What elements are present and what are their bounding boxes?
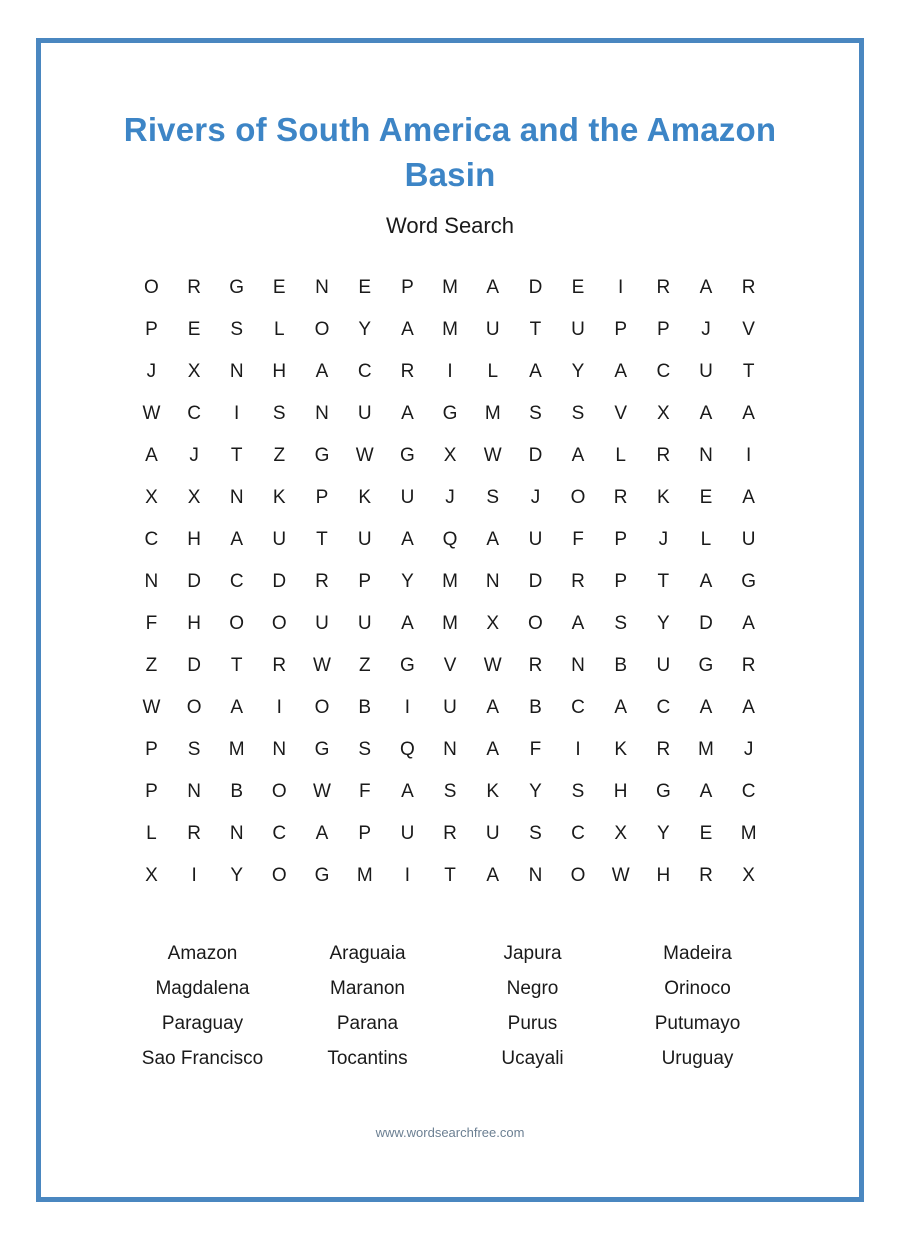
grid-cell[interactable]: L xyxy=(700,529,712,551)
word-list-item[interactable]: Putumayo xyxy=(654,1013,741,1035)
grid-cell[interactable]: J xyxy=(743,739,754,761)
grid-cell[interactable]: F xyxy=(529,739,542,761)
grid-cell[interactable]: E xyxy=(699,487,713,509)
grid-cell[interactable]: T xyxy=(742,361,755,383)
grid-cell[interactable]: A xyxy=(571,613,585,635)
grid-cell[interactable]: B xyxy=(614,655,628,677)
grid-cell[interactable]: U xyxy=(528,529,543,551)
grid-cell[interactable]: U xyxy=(315,613,329,635)
grid-cell[interactable]: O xyxy=(528,613,543,635)
grid-cell[interactable]: T xyxy=(316,529,328,551)
grid-cell[interactable]: A xyxy=(486,865,500,887)
grid-cell[interactable]: I xyxy=(447,361,453,383)
grid-cell[interactable]: N xyxy=(272,739,287,761)
grid-cell[interactable]: P xyxy=(145,781,158,803)
grid-cell[interactable]: U xyxy=(400,487,415,509)
grid-cell[interactable]: A xyxy=(699,781,713,803)
grid-cell[interactable]: I xyxy=(575,739,581,761)
grid-cell[interactable]: S xyxy=(529,403,542,425)
grid-row xyxy=(130,813,770,855)
grid-cell[interactable]: N xyxy=(229,823,244,845)
grid-cell[interactable]: D xyxy=(528,571,543,593)
grid-cell[interactable]: M xyxy=(740,823,757,845)
word-list-item[interactable]: Ucayali xyxy=(501,1048,564,1070)
grid-cell[interactable]: A xyxy=(486,697,500,719)
grid-cell[interactable]: W xyxy=(312,655,331,677)
grid-cell[interactable]: X xyxy=(657,403,670,425)
grid-cell[interactable]: Y xyxy=(401,571,414,593)
grid-cell[interactable]: J xyxy=(146,361,157,383)
grid-cell[interactable]: C xyxy=(144,529,159,551)
grid-cell[interactable]: N xyxy=(485,571,500,593)
grid-cell[interactable]: U xyxy=(656,655,671,677)
grid-cell[interactable]: F xyxy=(572,529,584,551)
grid-cell[interactable]: M xyxy=(442,277,458,299)
grid-cell[interactable]: R xyxy=(613,487,628,509)
grid-cell[interactable]: R xyxy=(187,277,201,299)
word-list-item[interactable]: Amazon xyxy=(167,943,238,965)
grid-cell[interactable]: A xyxy=(230,697,244,719)
grid-cell[interactable]: D xyxy=(187,571,201,593)
grid-cell[interactable]: A xyxy=(742,697,755,719)
grid-cell[interactable]: N xyxy=(229,361,244,383)
grid-row xyxy=(130,477,770,519)
grid-cell[interactable]: Z xyxy=(273,445,286,467)
grid-cell[interactable]: D xyxy=(699,613,713,635)
grid-cell[interactable]: X xyxy=(486,613,500,635)
grid-cell[interactable]: O xyxy=(271,865,287,887)
grid-cell[interactable]: K xyxy=(486,781,500,803)
grid-cell[interactable]: T xyxy=(444,865,456,887)
grid-cell[interactable]: R xyxy=(699,865,713,887)
grid-cell[interactable]: E xyxy=(272,277,286,299)
grid-cell[interactable]: G xyxy=(400,445,415,467)
grid-cell[interactable]: G xyxy=(229,277,245,299)
grid-cell[interactable]: D xyxy=(187,655,201,677)
grid-cell[interactable]: V xyxy=(614,403,628,425)
grid-cell[interactable]: P xyxy=(614,319,628,341)
grid-cell[interactable]: E xyxy=(699,823,713,845)
word-list-item[interactable]: Madeira xyxy=(663,943,732,965)
grid-cell[interactable]: T xyxy=(230,655,243,677)
grid-cell[interactable]: R xyxy=(571,571,585,593)
grid-cell[interactable]: N xyxy=(187,781,201,803)
grid-cell[interactable]: M xyxy=(484,403,501,425)
grid-cell[interactable]: O xyxy=(229,613,245,635)
word-list-item[interactable]: Paraguay xyxy=(161,1013,244,1035)
grid-cell[interactable]: R xyxy=(741,655,756,677)
grid-cell[interactable]: J xyxy=(445,487,455,509)
grid-cell[interactable]: N xyxy=(315,277,329,299)
grid-cell[interactable]: A xyxy=(699,277,713,299)
grid-cell[interactable]: J xyxy=(530,487,541,509)
grid-cell[interactable]: Y xyxy=(230,865,244,887)
word-list-item[interactable]: Tocantins xyxy=(327,1048,408,1070)
word-list-item[interactable]: Orinoco xyxy=(664,978,731,1000)
grid-cell[interactable]: X xyxy=(145,865,158,887)
grid-cell[interactable]: U xyxy=(400,823,415,845)
grid-cell[interactable]: N xyxy=(144,571,159,593)
grid-cell[interactable]: T xyxy=(657,571,670,593)
grid-cell[interactable]: S xyxy=(358,739,372,761)
grid-cell[interactable]: P xyxy=(145,319,158,341)
grid-cell[interactable]: A xyxy=(699,697,713,719)
grid-cell[interactable]: S xyxy=(571,781,585,803)
grid-cell[interactable]: A xyxy=(401,403,414,425)
grid-cell[interactable]: A xyxy=(699,403,713,425)
grid-cell[interactable]: K xyxy=(614,739,628,761)
grid-cell[interactable]: E xyxy=(187,319,201,341)
grid-cell[interactable]: C xyxy=(357,361,372,383)
grid-cell[interactable]: C xyxy=(187,403,201,425)
grid-cell[interactable]: P xyxy=(614,529,628,551)
grid-row xyxy=(130,729,770,771)
grid-cell[interactable]: D xyxy=(528,445,543,467)
grid-row xyxy=(130,519,770,561)
grid-cell[interactable]: A xyxy=(742,487,755,509)
grid-cell[interactable]: Y xyxy=(358,319,372,341)
grid-cell[interactable]: K xyxy=(657,487,670,509)
grid-cell[interactable]: G xyxy=(655,781,671,803)
grid-cell[interactable]: A xyxy=(145,445,158,467)
word-list-item[interactable]: Maranon xyxy=(330,978,405,1000)
grid-cell[interactable]: A xyxy=(614,361,628,383)
grid-cell[interactable]: C xyxy=(571,697,585,719)
grid-cell[interactable]: H xyxy=(187,529,201,551)
grid-cell[interactable]: R xyxy=(528,655,543,677)
grid-row xyxy=(130,393,770,435)
grid-cell[interactable]: I xyxy=(618,277,624,299)
word-list-item[interactable]: Uruguay xyxy=(661,1048,734,1070)
grid-cell[interactable]: R xyxy=(656,277,671,299)
word-list-item[interactable]: Sao Francisco xyxy=(141,1048,264,1070)
grid-row xyxy=(130,771,770,813)
grid-cell[interactable]: I xyxy=(745,445,752,467)
grid-cell[interactable]: P xyxy=(358,571,372,593)
grid-cell[interactable]: Q xyxy=(400,739,415,761)
grid-cell[interactable]: S xyxy=(272,403,286,425)
grid-cell[interactable]: W xyxy=(312,781,331,803)
grid-cell[interactable]: R xyxy=(656,445,671,467)
grid-cell[interactable]: R xyxy=(272,655,287,677)
grid-cell[interactable]: Q xyxy=(442,529,458,551)
grid-cell[interactable]: M xyxy=(698,739,714,761)
grid-cell[interactable]: X xyxy=(443,445,457,467)
grid-row xyxy=(130,687,770,729)
worksheet-content xyxy=(36,38,864,1202)
grid-cell[interactable]: Y xyxy=(657,613,670,635)
grid-cell[interactable]: R xyxy=(400,361,415,383)
grid-cell[interactable]: M xyxy=(442,613,458,635)
grid-cell[interactable]: G xyxy=(400,655,415,677)
grid-cell[interactable]: L xyxy=(615,445,626,467)
grid-cell[interactable]: S xyxy=(486,487,500,509)
grid-cell[interactable]: A xyxy=(401,529,414,551)
grid-cell[interactable]: O xyxy=(570,487,586,509)
word-list-item[interactable]: Japura xyxy=(503,943,562,965)
grid-cell[interactable]: F xyxy=(358,781,371,803)
grid-cell[interactable]: Z xyxy=(145,655,158,677)
grid-cell[interactable]: O xyxy=(314,697,330,719)
grid-cell[interactable]: U xyxy=(357,529,372,551)
grid-cell[interactable]: J xyxy=(658,529,669,551)
grid-cell[interactable]: P xyxy=(614,571,628,593)
grid-cell[interactable]: U xyxy=(357,613,372,635)
word-list-item[interactable]: Purus xyxy=(507,1013,558,1035)
grid-cell[interactable]: A xyxy=(315,823,329,845)
grid-cell[interactable]: K xyxy=(272,487,286,509)
grid-cell[interactable]: B xyxy=(230,781,244,803)
grid-cell[interactable]: A xyxy=(699,571,713,593)
grid-cell[interactable]: X xyxy=(742,865,755,887)
grid-cell[interactable]: G xyxy=(741,571,757,593)
grid-cell[interactable]: P xyxy=(358,823,372,845)
grid-cell[interactable]: I xyxy=(191,865,197,887)
grid-cell[interactable]: N xyxy=(699,445,713,467)
grid-cell[interactable]: V xyxy=(443,655,457,677)
grid-cell[interactable]: P xyxy=(657,319,670,341)
grid-cell[interactable]: K xyxy=(358,487,372,509)
grid-cell[interactable]: P xyxy=(315,487,329,509)
grid-cell[interactable]: W xyxy=(483,655,502,677)
grid-cell[interactable]: X xyxy=(614,823,628,845)
grid-cell[interactable]: S xyxy=(571,403,585,425)
grid-cell[interactable]: F xyxy=(145,613,158,635)
grid-cell[interactable]: I xyxy=(234,403,240,425)
grid-cell[interactable]: X xyxy=(187,361,201,383)
grid-cell[interactable]: A xyxy=(486,277,500,299)
grid-cell[interactable]: N xyxy=(229,487,244,509)
grid-cell[interactable]: T xyxy=(230,445,243,467)
grid-cell[interactable]: W xyxy=(142,697,161,719)
grid-cell[interactable]: U xyxy=(741,529,756,551)
grid-row xyxy=(130,645,770,687)
grid-cell[interactable]: A xyxy=(401,319,414,341)
grid-cell[interactable]: O xyxy=(570,865,586,887)
grid-cell[interactable]: C xyxy=(741,781,756,803)
grid-cell[interactable]: O xyxy=(314,319,330,341)
grid-cell[interactable]: N xyxy=(571,655,585,677)
grid-cell[interactable]: C xyxy=(272,823,287,845)
grid-cell[interactable]: S xyxy=(529,823,542,845)
grid-cell[interactable]: E xyxy=(358,277,372,299)
grid-cell[interactable]: G xyxy=(314,865,330,887)
grid-row xyxy=(130,351,770,393)
grid-cell[interactable]: A xyxy=(742,403,755,425)
word-list-item[interactable]: Magdalena xyxy=(155,978,250,1000)
grid-cell[interactable]: B xyxy=(358,697,372,719)
grid-cell[interactable]: C xyxy=(571,823,585,845)
grid-cell[interactable]: A xyxy=(571,445,585,467)
grid-cell[interactable]: H xyxy=(187,613,201,635)
grid-row xyxy=(130,855,770,897)
grid-cell[interactable]: U xyxy=(357,403,372,425)
grid-cell[interactable]: I xyxy=(276,697,282,719)
page-subtitle: Word Search xyxy=(386,213,514,239)
page-title: Rivers of South America and the Amazon Basin xyxy=(123,111,777,193)
grid-cell[interactable]: S xyxy=(443,781,457,803)
grid-cell[interactable]: M xyxy=(356,865,373,887)
grid-cell[interactable]: D xyxy=(528,277,543,299)
grid-cell[interactable]: P xyxy=(401,277,414,299)
grid-cell[interactable]: G xyxy=(314,739,330,761)
grid-cell[interactable]: O xyxy=(144,277,159,299)
grid-cell[interactable]: S xyxy=(187,739,201,761)
grid-cell[interactable]: N xyxy=(528,865,543,887)
grid-cell[interactable]: Y xyxy=(657,823,670,845)
grid-row xyxy=(130,435,770,477)
grid-cell[interactable]: R xyxy=(187,823,201,845)
grid-cell[interactable]: C xyxy=(229,571,244,593)
grid-row xyxy=(130,603,770,645)
word-search-grid[interactable] xyxy=(130,267,770,897)
grid-cell[interactable]: H xyxy=(272,361,287,383)
grid-cell[interactable]: O xyxy=(186,697,202,719)
grid-cell[interactable]: A xyxy=(401,781,414,803)
grid-cell[interactable]: W xyxy=(142,403,161,425)
grid-cell[interactable]: A xyxy=(529,361,542,383)
grid-cell[interactable]: W xyxy=(355,445,374,467)
grid-cell[interactable]: E xyxy=(571,277,585,299)
grid-cell[interactable]: U xyxy=(485,823,500,845)
grid-cell[interactable]: R xyxy=(741,277,756,299)
grid-cell[interactable]: C xyxy=(656,697,671,719)
grid-cell[interactable]: O xyxy=(271,613,287,635)
grid-row xyxy=(130,267,770,309)
grid-cell[interactable]: S xyxy=(614,613,628,635)
grid-cell[interactable]: W xyxy=(611,865,630,887)
grid-cell[interactable]: I xyxy=(404,865,411,887)
grid-cell[interactable]: R xyxy=(656,739,671,761)
grid-cell[interactable]: Y xyxy=(571,361,585,383)
grid-cell[interactable]: A xyxy=(315,361,329,383)
word-list-item[interactable]: Araguaia xyxy=(329,943,406,965)
grid-cell[interactable]: N xyxy=(443,739,457,761)
grid-cell[interactable]: A xyxy=(230,529,244,551)
grid-cell[interactable]: M xyxy=(442,319,458,341)
word-list-item[interactable]: Negro xyxy=(506,978,559,1000)
grid-cell[interactable]: J xyxy=(701,319,711,341)
grid-cell[interactable]: U xyxy=(272,529,287,551)
grid-cell[interactable]: B xyxy=(529,697,542,719)
grid-cell[interactable]: R xyxy=(443,823,457,845)
grid-cell[interactable]: H xyxy=(613,781,628,803)
word-list xyxy=(120,943,780,1070)
grid-cell[interactable]: D xyxy=(272,571,287,593)
word-list-item[interactable]: Parana xyxy=(336,1013,399,1035)
grid-cell[interactable]: Z xyxy=(358,655,371,677)
site-footer: www.wordsearchfree.com xyxy=(375,1125,525,1140)
grid-cell[interactable]: G xyxy=(442,403,458,425)
grid-cell[interactable]: A xyxy=(486,739,500,761)
grid-cell[interactable]: A xyxy=(401,613,414,635)
grid-cell[interactable]: U xyxy=(571,319,585,341)
grid-cell[interactable]: S xyxy=(230,319,244,341)
grid-cell[interactable]: I xyxy=(404,697,411,719)
grid-cell[interactable]: A xyxy=(486,529,500,551)
grid-cell[interactable]: L xyxy=(146,823,157,845)
grid-cell[interactable]: X xyxy=(187,487,201,509)
grid-cell[interactable]: A xyxy=(614,697,628,719)
grid-body xyxy=(130,267,770,897)
grid-cell[interactable]: A xyxy=(742,613,755,635)
grid-cell[interactable]: O xyxy=(271,781,287,803)
grid-cell[interactable]: G xyxy=(314,445,330,467)
grid-cell[interactable]: H xyxy=(656,865,671,887)
grid-cell[interactable]: C xyxy=(656,361,671,383)
grid-cell[interactable]: U xyxy=(443,697,457,719)
grid-cell[interactable]: M xyxy=(442,571,458,593)
grid-cell[interactable]: Y xyxy=(529,781,542,803)
grid-cell[interactable]: W xyxy=(483,445,502,467)
grid-cell[interactable]: J xyxy=(189,445,199,467)
grid-row xyxy=(130,309,770,351)
grid-cell[interactable]: V xyxy=(742,319,755,341)
grid-cell[interactable]: N xyxy=(315,403,329,425)
grid-cell[interactable]: L xyxy=(273,319,285,341)
grid-cell[interactable]: P xyxy=(145,739,158,761)
grid-cell[interactable]: M xyxy=(228,739,245,761)
grid-cell[interactable]: T xyxy=(529,319,542,341)
grid-row xyxy=(130,561,770,603)
grid-cell[interactable]: U xyxy=(699,361,713,383)
grid-cell[interactable]: R xyxy=(315,571,329,593)
grid-cell[interactable]: X xyxy=(145,487,158,509)
grid-cell[interactable]: G xyxy=(698,655,714,677)
grid-cell[interactable]: U xyxy=(485,319,500,341)
grid-cell[interactable]: L xyxy=(487,361,499,383)
